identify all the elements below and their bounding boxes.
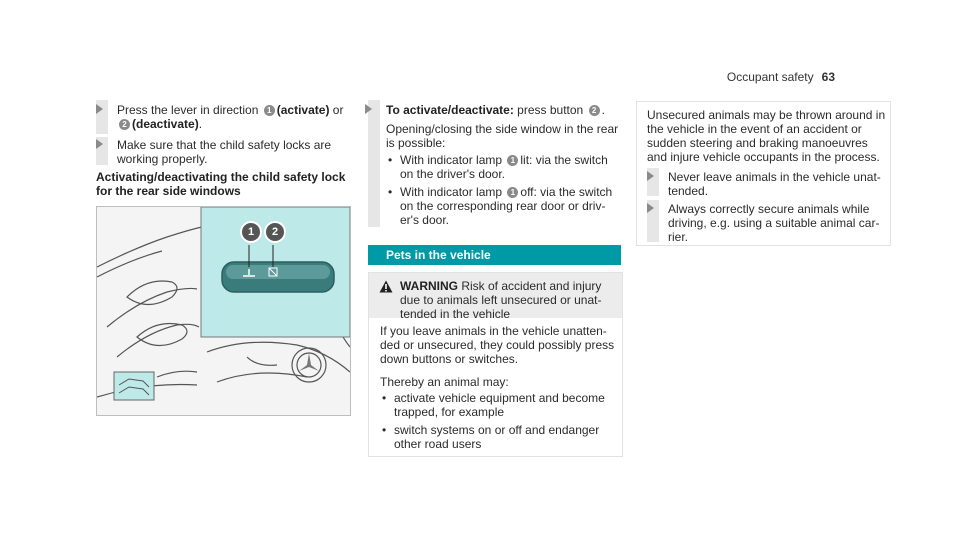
- section-heading: Activating/deactivating the child safety lock for the rear side windows: [96, 170, 346, 198]
- callout-2-icon: 2: [119, 119, 130, 130]
- warning-box: [368, 272, 623, 457]
- callout-2-icon: 2: [589, 105, 600, 116]
- door-panel-illustration: [97, 207, 350, 415]
- step-secure-animals: Always correctly secure animals while driving, e.g. using a suitable animal car- rier.: [668, 202, 888, 244]
- step-activate: To activate/deactivate: press button 2 .: [386, 103, 626, 117]
- warning-thereby: Thereby an animal may:: [380, 375, 509, 389]
- step-never-leave: Never leave animals in the vehicle unat- tended.: [668, 170, 888, 198]
- section-title-bar: [368, 245, 621, 265]
- door-panel-figure: [96, 206, 351, 416]
- list-item: • switch systems on or off and endanger other road users: [380, 423, 620, 451]
- step-arrow-icon: [365, 104, 372, 114]
- page-number: 63: [821, 70, 835, 84]
- warning-list: [380, 391, 620, 451]
- info-box: [636, 101, 891, 246]
- callout-1-icon: 1: [507, 187, 518, 198]
- warning-triangle-icon: [379, 280, 393, 293]
- bullet-list: [386, 153, 626, 227]
- step-bar: [368, 100, 380, 227]
- figure-callout-2: 2: [264, 221, 286, 243]
- step-arrow-icon: [96, 104, 103, 114]
- step-arrow-icon: [96, 139, 103, 149]
- step-arrow-icon: [647, 171, 654, 181]
- page-header: [727, 70, 835, 84]
- step-arrow-icon: [647, 203, 654, 213]
- list-item: • With indicator lamp 1 lit: via the switch on the driver's door.: [386, 153, 626, 181]
- callout-1-icon: 1: [264, 105, 275, 116]
- section-title: Pets in the vehicle: [386, 248, 491, 262]
- header-title: Occupant safety: [726, 70, 814, 84]
- figure-callout-1: 1: [240, 221, 262, 243]
- info-text: Unsecured animals may be thrown around in the vehicle in the event of an accident or sudden steering and braking manoeuvres and injure vehicle occupants in the process.: [647, 108, 886, 164]
- step-press-lever: Press the lever in direction 1 (activate) or 2 (deactivate).: [117, 103, 357, 131]
- step-make-sure: Make sure that the child safety locks are working properly.: [117, 138, 357, 166]
- warning-body: If you leave animals in the vehicle unatten- ded or unsecured, they could possibly press down buttons or switches.: [380, 324, 615, 366]
- warning-title: WARNING Risk of accident and injury due to animals left unsecured or unat- tended in the vehicle: [400, 279, 602, 321]
- list-item: • With indicator lamp 1 off: via the switch on the corresponding rear door or driv- er's door.: [386, 185, 626, 227]
- callout-1-icon: 1: [507, 155, 518, 166]
- list-item: • activate vehicle equipment and become trapped, for example: [380, 391, 620, 419]
- step-para: Opening/closing the side window in the rear is possible:: [386, 122, 619, 150]
